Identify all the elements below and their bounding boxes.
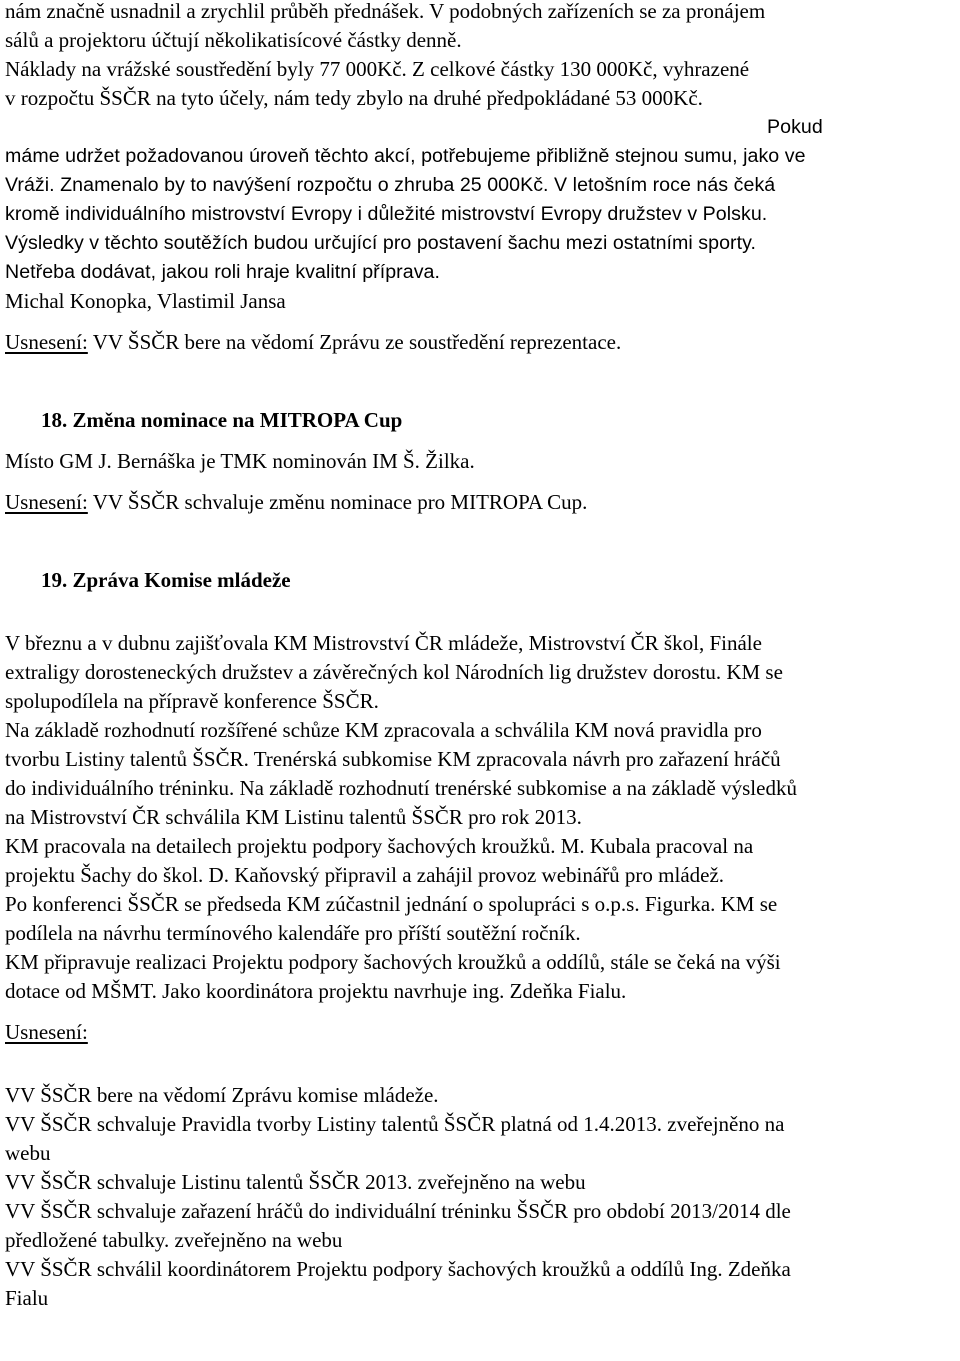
document-page bbox=[5, 0, 957, 1313]
body-line: KM pracovala na detailech projektu podpory šachových kroužků. M. Kubala pracoval na bbox=[5, 834, 754, 858]
spacer bbox=[5, 316, 957, 328]
resolution-line: VV ŠSČR schvaluje Pravidla tvorby Listiny talentů ŠSČR platná od 1.4.2013. zveřejněno na bbox=[5, 1112, 785, 1136]
resolution-line: VV ŠSČR schvaluje zařazení hráčů do individuální tréninku ŠSČR pro období 2013/2014 dle bbox=[5, 1199, 791, 1223]
budget-line-end: Pokud bbox=[767, 116, 823, 138]
resolution-19-list bbox=[5, 1081, 957, 1313]
body-line: extraligy dorosteneckých družstev a závěrečných kol Národních lig družstev dorostu. KM se bbox=[5, 660, 783, 684]
budget-line bbox=[5, 171, 957, 200]
resolution-line: předložené tabulky. zveřejněno na webu bbox=[5, 1228, 343, 1252]
section-18-heading bbox=[5, 406, 957, 435]
body-line: Po konferenci ŠSČR se předseda KM zúčastnil jednání o spolupráci s o.p.s. Figurka. KM se bbox=[5, 892, 778, 916]
section-title: Změna nominace na MITROPA Cup bbox=[72, 408, 403, 432]
body-line: na Mistrovství ČR schválila KM Listinu talentů ŠSČR pro rok 2013. bbox=[5, 805, 582, 829]
section-19-body bbox=[5, 629, 957, 1006]
section-number: 19. bbox=[41, 568, 68, 592]
budget-line bbox=[5, 113, 957, 142]
intro-line: sálů a projektoru účtují několikatisícové částky denně. bbox=[5, 28, 462, 52]
spacer bbox=[5, 1006, 957, 1018]
section-number: 18. bbox=[41, 408, 68, 432]
resolution-line: VV ŠSČR bere na vědomí Zprávu komise mládeže. bbox=[5, 1083, 439, 1107]
budget-text: Vráži. Znamenalo by to navýšení rozpočtu o zhruba 25 000Kč. bbox=[5, 174, 549, 196]
resolution-line: VV ŠSČR schvaluje Listinu talentů ŠSČR 2013. zveřejněno na webu bbox=[5, 1170, 586, 1194]
costs-line: v rozpočtu ŠSČR na tyto účely, nám tedy zbylo na druhé předpokládané 53 000Kč. bbox=[5, 86, 703, 110]
section-title: Zpráva Komise mládeže bbox=[72, 568, 291, 592]
body-line: Na základě rozhodnutí rozšířené schůze KM zpracovala a schválila KM nová pravidla pro bbox=[5, 718, 762, 742]
spacer bbox=[5, 1047, 957, 1081]
resolution-text: VV ŠSČR schvaluje změnu nominace pro MITROPA Cup. bbox=[92, 490, 588, 514]
budget-line: kromě individuálního mistrovství Evropy i důležité mistrovství Evropy družstev v Polsku. bbox=[5, 203, 768, 225]
body-line: projektu Šachy do škol. D. Kaňovský připravil a zahájil provoz webinářů pro mládež. bbox=[5, 863, 725, 887]
resolution-line: Fialu bbox=[5, 1286, 49, 1310]
resolution-line: webu bbox=[5, 1141, 51, 1165]
spacer bbox=[5, 517, 957, 566]
budget-text: V letošním roce nás čeká bbox=[554, 174, 776, 196]
budget-line: Netřeba dodávat, jakou roli hraje kvalitní příprava. bbox=[5, 261, 440, 283]
spacer bbox=[5, 595, 957, 629]
budget-line: máme udržet požadovanou úroveň těchto akcí, potřebujeme přibližně stejnou sumu, jako ve bbox=[5, 145, 806, 167]
body-line: tvorbu Listiny talentů ŠSČR. Trenérská subkomise KM zpracovala návrh pro zařazení hráčů bbox=[5, 747, 781, 771]
body-line: KM připravuje realizaci Projektu podpory šachových kroužků a oddílů, stále se čeká na výši bbox=[5, 950, 781, 974]
body-line: do individuálního tréninku. Na základě rozhodnutí trenérské subkomise a na základě výsledků bbox=[5, 776, 797, 800]
resolution-text: VV ŠSČR bere na vědomí Zprávu ze soustředění reprezentace. bbox=[92, 330, 622, 354]
body-line: podílela na návrhu termínového kalendáře pro příští soutěžní ročník. bbox=[5, 921, 581, 945]
body-line: V březnu a v dubnu zajišťovala KM Mistrovství ČR mládeže, Mistrovství ČR škol, Finále bbox=[5, 631, 762, 655]
spacer bbox=[5, 476, 957, 488]
body-line: spolupodílela na přípravě konference ŠSČR. bbox=[5, 689, 379, 713]
body-line: dotace od MŠMT. Jako koordinátora projektu navrhuje ing. Zdeňka Fialu. bbox=[5, 979, 627, 1003]
authors: Michal Konopka, Vlastimil Jansa bbox=[5, 289, 286, 313]
spacer bbox=[5, 435, 957, 447]
section-18-text: Místo GM J. Bernáška je TMK nominován IM Š. Žilka. bbox=[5, 449, 475, 473]
section-19-heading bbox=[5, 566, 957, 595]
resolution-label: Usnesení: bbox=[5, 330, 88, 354]
resolution-18 bbox=[5, 488, 957, 517]
budget-line: Výsledky v těchto soutěžích budou určující pro postavení šachu mezi ostatními sporty. bbox=[5, 232, 756, 254]
resolution-line: VV ŠSČR schválil koordinátorem Projektu podpory šachových kroužků a oddílů Ing. Zdeňka bbox=[5, 1257, 791, 1281]
resolution-label: Usnesení: bbox=[5, 490, 88, 514]
resolution-19-label: Usnesení: bbox=[5, 1020, 88, 1044]
spacer bbox=[5, 357, 957, 406]
costs-line: Náklady na vrážské soustředění byly 77 000Kč. Z celkové částky 130 000Kč, vyhrazené bbox=[5, 57, 750, 81]
intro-line: nám značně usnadnil a zrychlil průběh přednášek. V podobných zařízeních se za pronájem bbox=[5, 0, 766, 23]
resolution-17 bbox=[5, 328, 957, 357]
